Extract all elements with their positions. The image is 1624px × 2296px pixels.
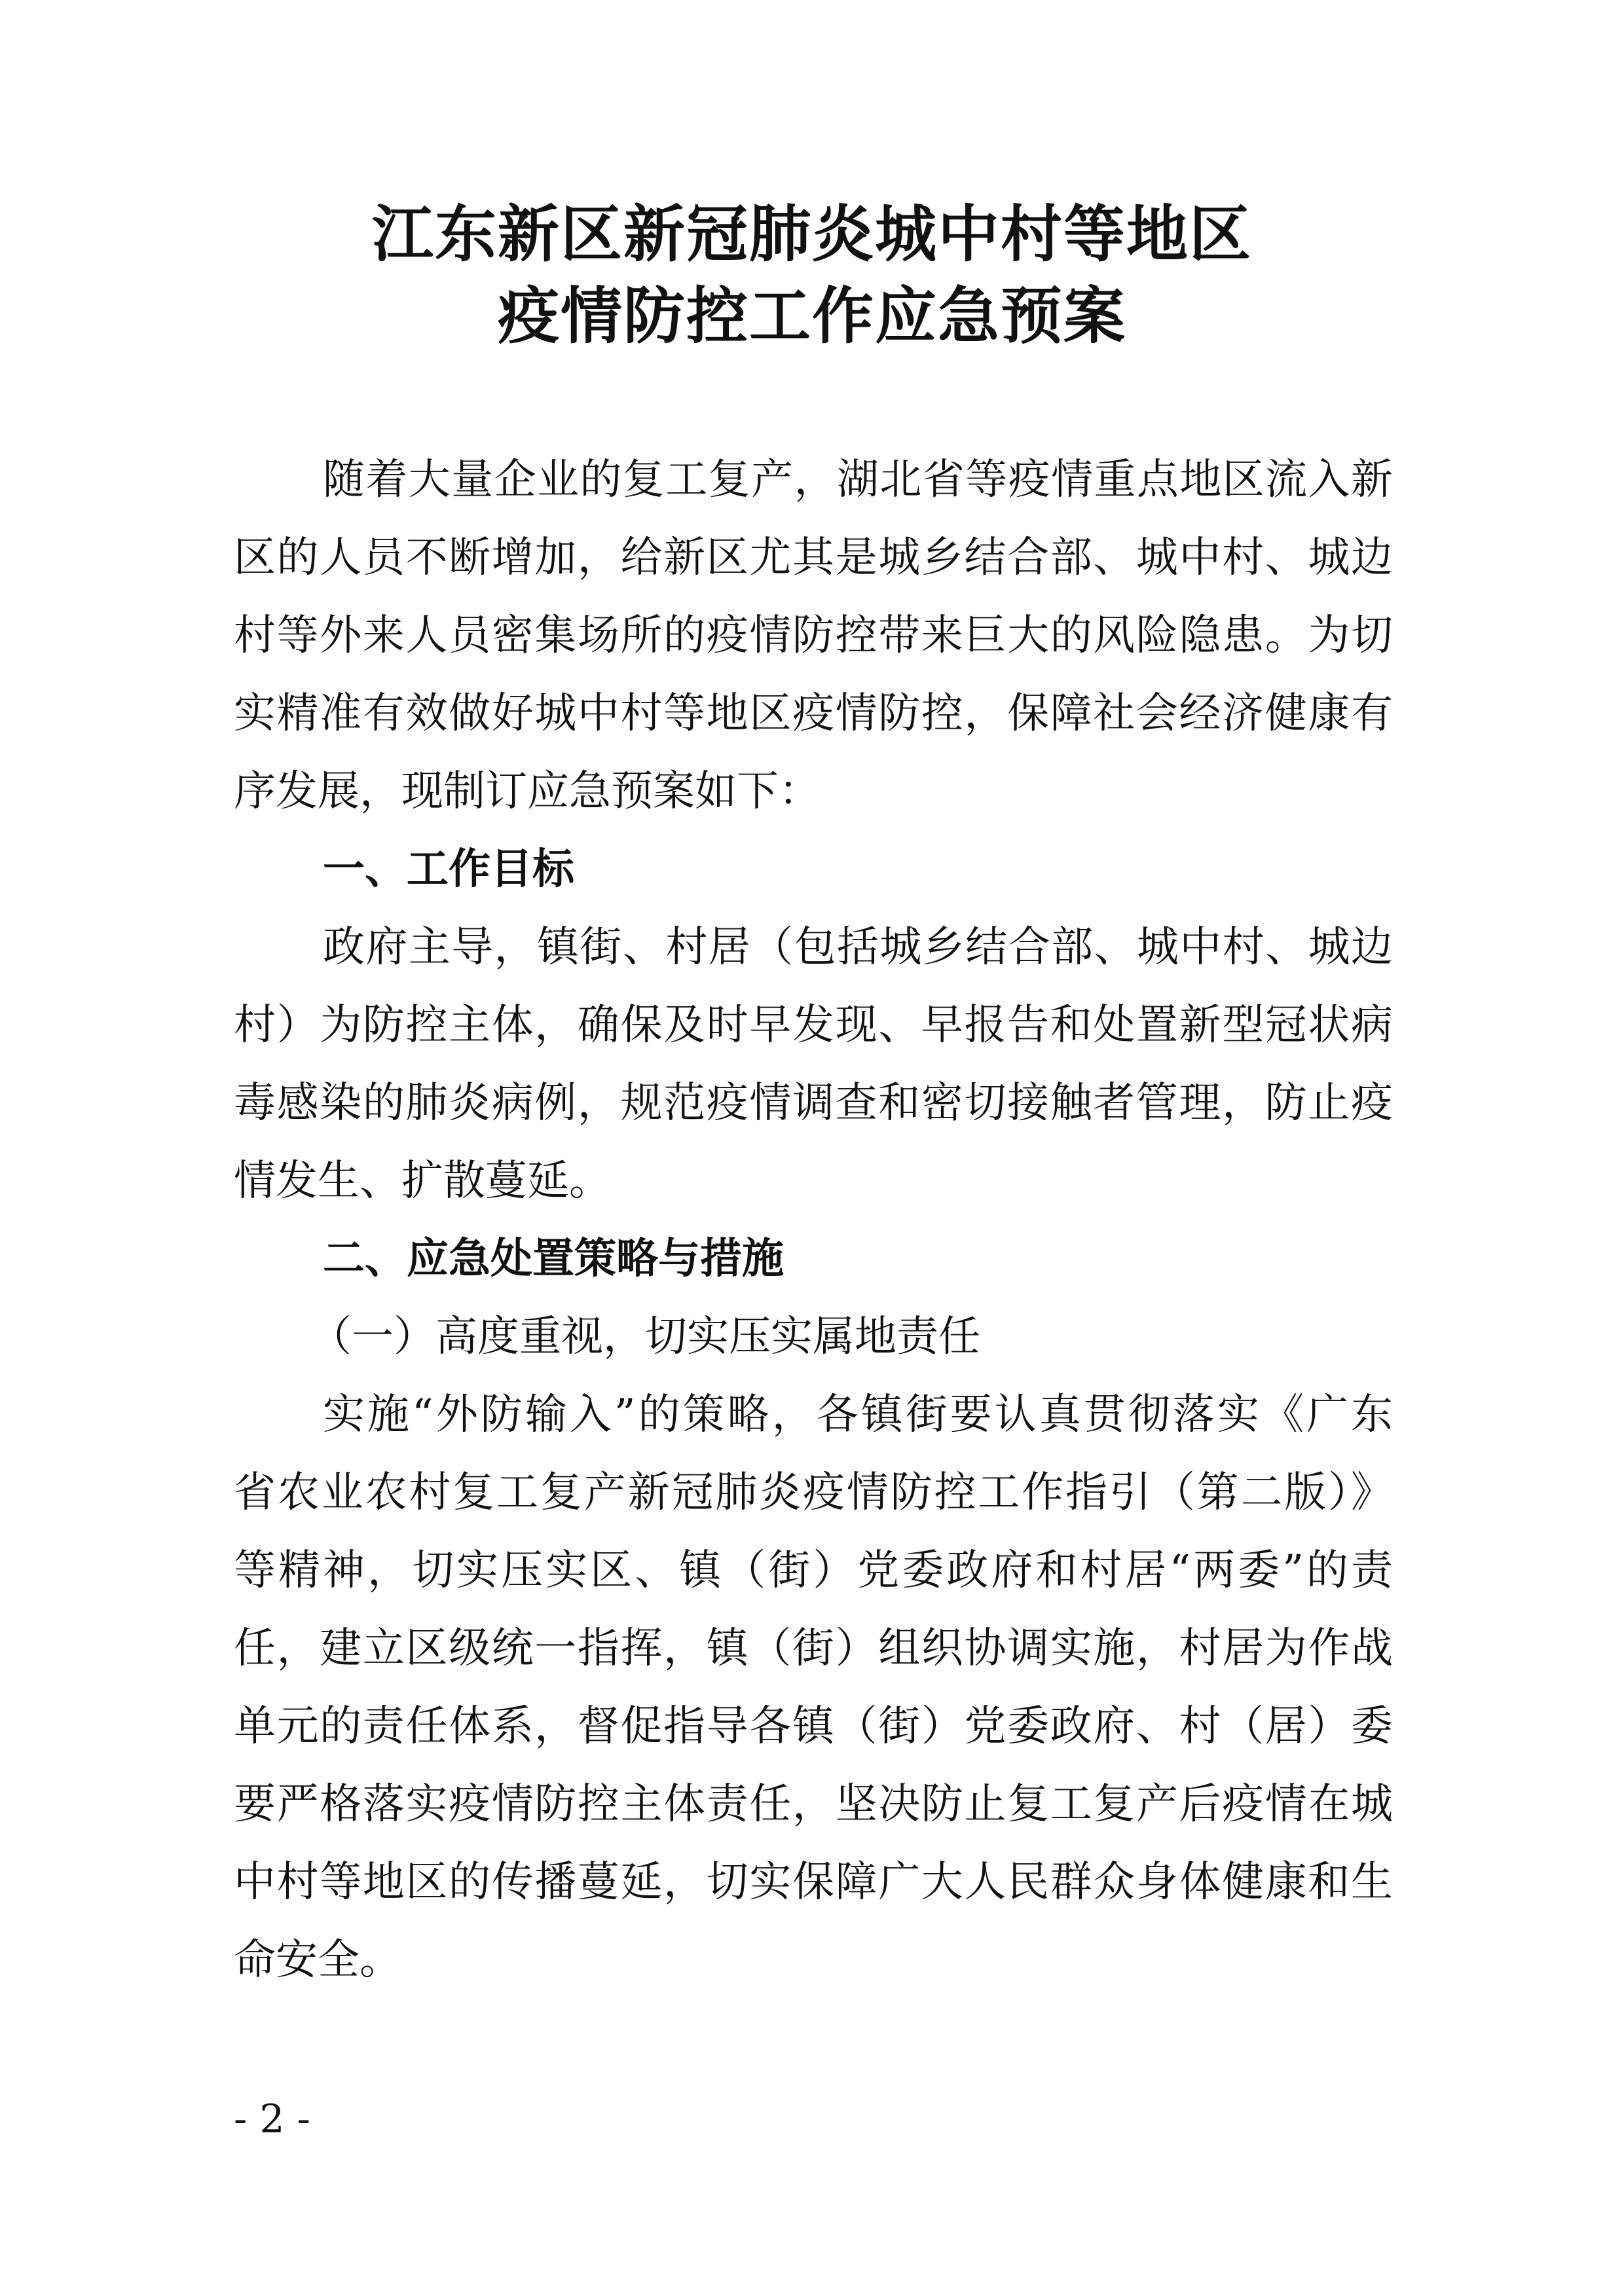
section1-line-1: 政府主导，镇街、村居（包括城乡结合部、城中村、城边 bbox=[323, 923, 1393, 972]
section-heading-work-goals: 一、工作目标 bbox=[323, 845, 574, 894]
intro-line-4: 实精准有效做好城中村等地区疫情防控，保障社会经济健康有 bbox=[234, 689, 1393, 738]
subsection1-line-6: 要严格落实疫情防控主体责任，坚决防止复工复产后疫情在城 bbox=[234, 1780, 1393, 1829]
intro-line-1: 随着大量企业的复工复产，湖北省等疫情重点地区流入新 bbox=[323, 456, 1393, 504]
subsection1-line-8: 命安全。 bbox=[234, 1936, 401, 1984]
intro-line-2: 区的人员不断增加，给新区尤其是城乡结合部、城中村、城边 bbox=[234, 534, 1393, 582]
subsection-heading-responsibility: （一）高度重视，切实压实属地责任 bbox=[310, 1313, 980, 1361]
subsection1-line-5: 单元的责任体系，督促指导各镇（街）党委政府、村（居）委 bbox=[234, 1702, 1393, 1751]
section1-line-3: 毒感染的肺炎病例，规范疫情调查和密切接触者管理，防止疫 bbox=[234, 1079, 1393, 1127]
subsection1-line-1: 实施“外防输入”的策略，各镇街要认真贯彻落实《广东 bbox=[323, 1391, 1393, 1439]
intro-line-3: 村等外来人员密集场所的疫情防控带来巨大的风险隐患。为切 bbox=[234, 611, 1393, 660]
section1-line-2: 村）为防控主体，确保及时早发现、早报告和处置新型冠状病 bbox=[234, 1001, 1393, 1049]
section-heading-emergency-measures: 二、应急处置策略与措施 bbox=[323, 1235, 784, 1283]
subsection1-line-4: 任，建立区级统一指挥，镇（街）组织协调实施，村居为作战 bbox=[234, 1624, 1393, 1673]
section1-line-4: 情发生、扩散蔓延。 bbox=[234, 1157, 611, 1205]
document-title-line-1: 江东新区新冠肺炎城中村等地区 bbox=[371, 198, 1252, 270]
subsection1-line-7: 中村等地区的传播蔓延，切实保障广大人民群众身体健康和生 bbox=[234, 1858, 1393, 1906]
subsection1-line-2: 省农业农村复工复产新冠肺炎疫情防控工作指引（第二版）》 bbox=[234, 1468, 1393, 1517]
subsection1-line-3: 等精神，切实压实区、镇（街）党委政府和村居“两委”的责 bbox=[234, 1546, 1393, 1595]
document-title-line-2: 疫情防控工作应急预案 bbox=[497, 280, 1126, 352]
intro-line-5: 序发展，现制订应急预案如下： bbox=[234, 767, 821, 816]
page-number: - 2 - bbox=[234, 2096, 310, 2142]
